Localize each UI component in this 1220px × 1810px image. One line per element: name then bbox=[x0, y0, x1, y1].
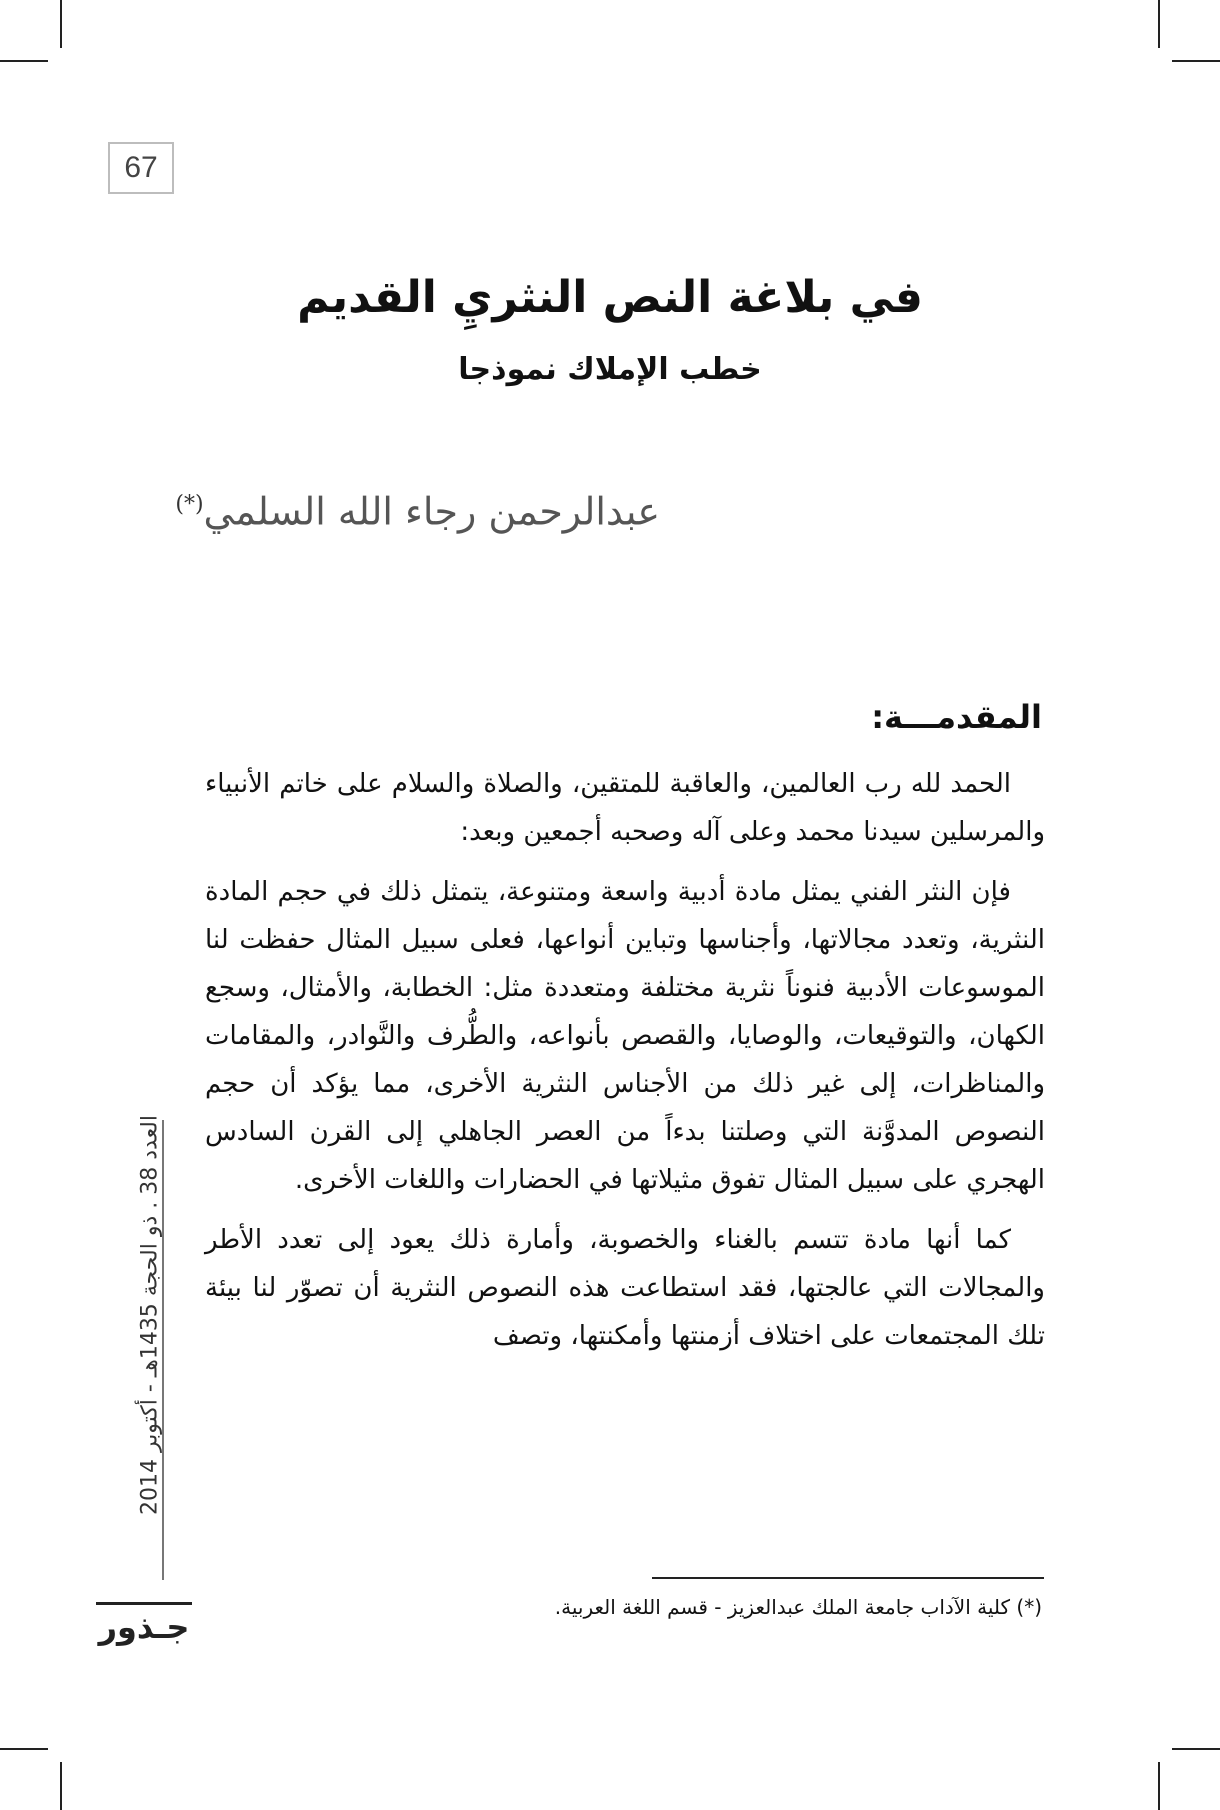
crop-mark bbox=[1172, 60, 1220, 62]
section-heading: المقدمـــة: bbox=[871, 698, 1042, 736]
paragraph: كما أنها مادة تتسم بالغناء والخصوبة، وأمارة ذلك يعود إلى تعدد الأطر والمجالات التي عالجتها، فقد استطاعت هذه النصوص النثرية أن تصوّر لنا بيئة تلك المجتمعات على اختلاف أزمنتها وأمكنتها، وتصف bbox=[205, 1225, 1045, 1351]
page-number: 67 bbox=[108, 142, 174, 194]
crop-mark bbox=[1172, 1748, 1220, 1750]
paragraph: فإن النثر الفني يمثل مادة أدبية واسعة ومتنوعة، يتمثل ذلك في حجم المادة النثرية، وتعدد مجالاتها، وأجناسها وتباين أنواعها، فعلى سبيل المثال حفظت لنا الموسوعات الأدبية فنوناً نثرية مختلفة ومتعددة مثل: الخطابة، والأمثال، وسجع الكهان، والتوقيعات، والوصايا، والقصص بأنواعه، والطُّرف والنَّوادر، والمقامات والمناظرات، إلى غير ذلك من الأجناس النثرية الأخرى، مما يؤكد أن حجم النصوص المدوَّنة التي وصلتنا بدءاً من العصر الجاهلي إلى القرن السادس الهجري على سبيل المثال تفوق مثيلاتها في الحضارات واللغات الأخرى. bbox=[205, 877, 1045, 1195]
crop-mark bbox=[60, 1762, 62, 1810]
crop-mark bbox=[60, 0, 62, 48]
article-title: في بلاغة النص النثريِ القديم bbox=[297, 272, 923, 323]
crop-mark bbox=[1158, 1762, 1160, 1810]
crop-mark bbox=[0, 60, 48, 62]
crop-mark bbox=[0, 1748, 48, 1750]
footnote-divider bbox=[652, 1577, 1044, 1579]
author-line bbox=[150, 480, 660, 537]
footnote: (*) كلية الآداب جامعة الملك عبدالعزيز - قسم اللغة العربية. bbox=[554, 1595, 1042, 1619]
footnote-mark: (*) bbox=[175, 492, 204, 517]
crop-mark bbox=[1158, 0, 1160, 48]
author-name: عبدالرحمن رجاء الله السلمي bbox=[203, 489, 660, 534]
article-subtitle: خطب الإملاك نموذجا bbox=[458, 352, 762, 387]
paragraph: الحمد لله رب العالمين، والعاقبة للمتقين، والصلاة والسلام على خاتم الأنبياء والمرسلين سيدنا محمد وعلى آله وصحبه أجمعين وبعد: bbox=[205, 769, 1045, 847]
journal-logo: جـذور bbox=[96, 1602, 192, 1649]
body-text bbox=[205, 760, 1045, 1372]
issue-info-text: العدد 38 . ذو الحجة 1435هـ - أكتوبر 2014 bbox=[137, 1114, 163, 1516]
